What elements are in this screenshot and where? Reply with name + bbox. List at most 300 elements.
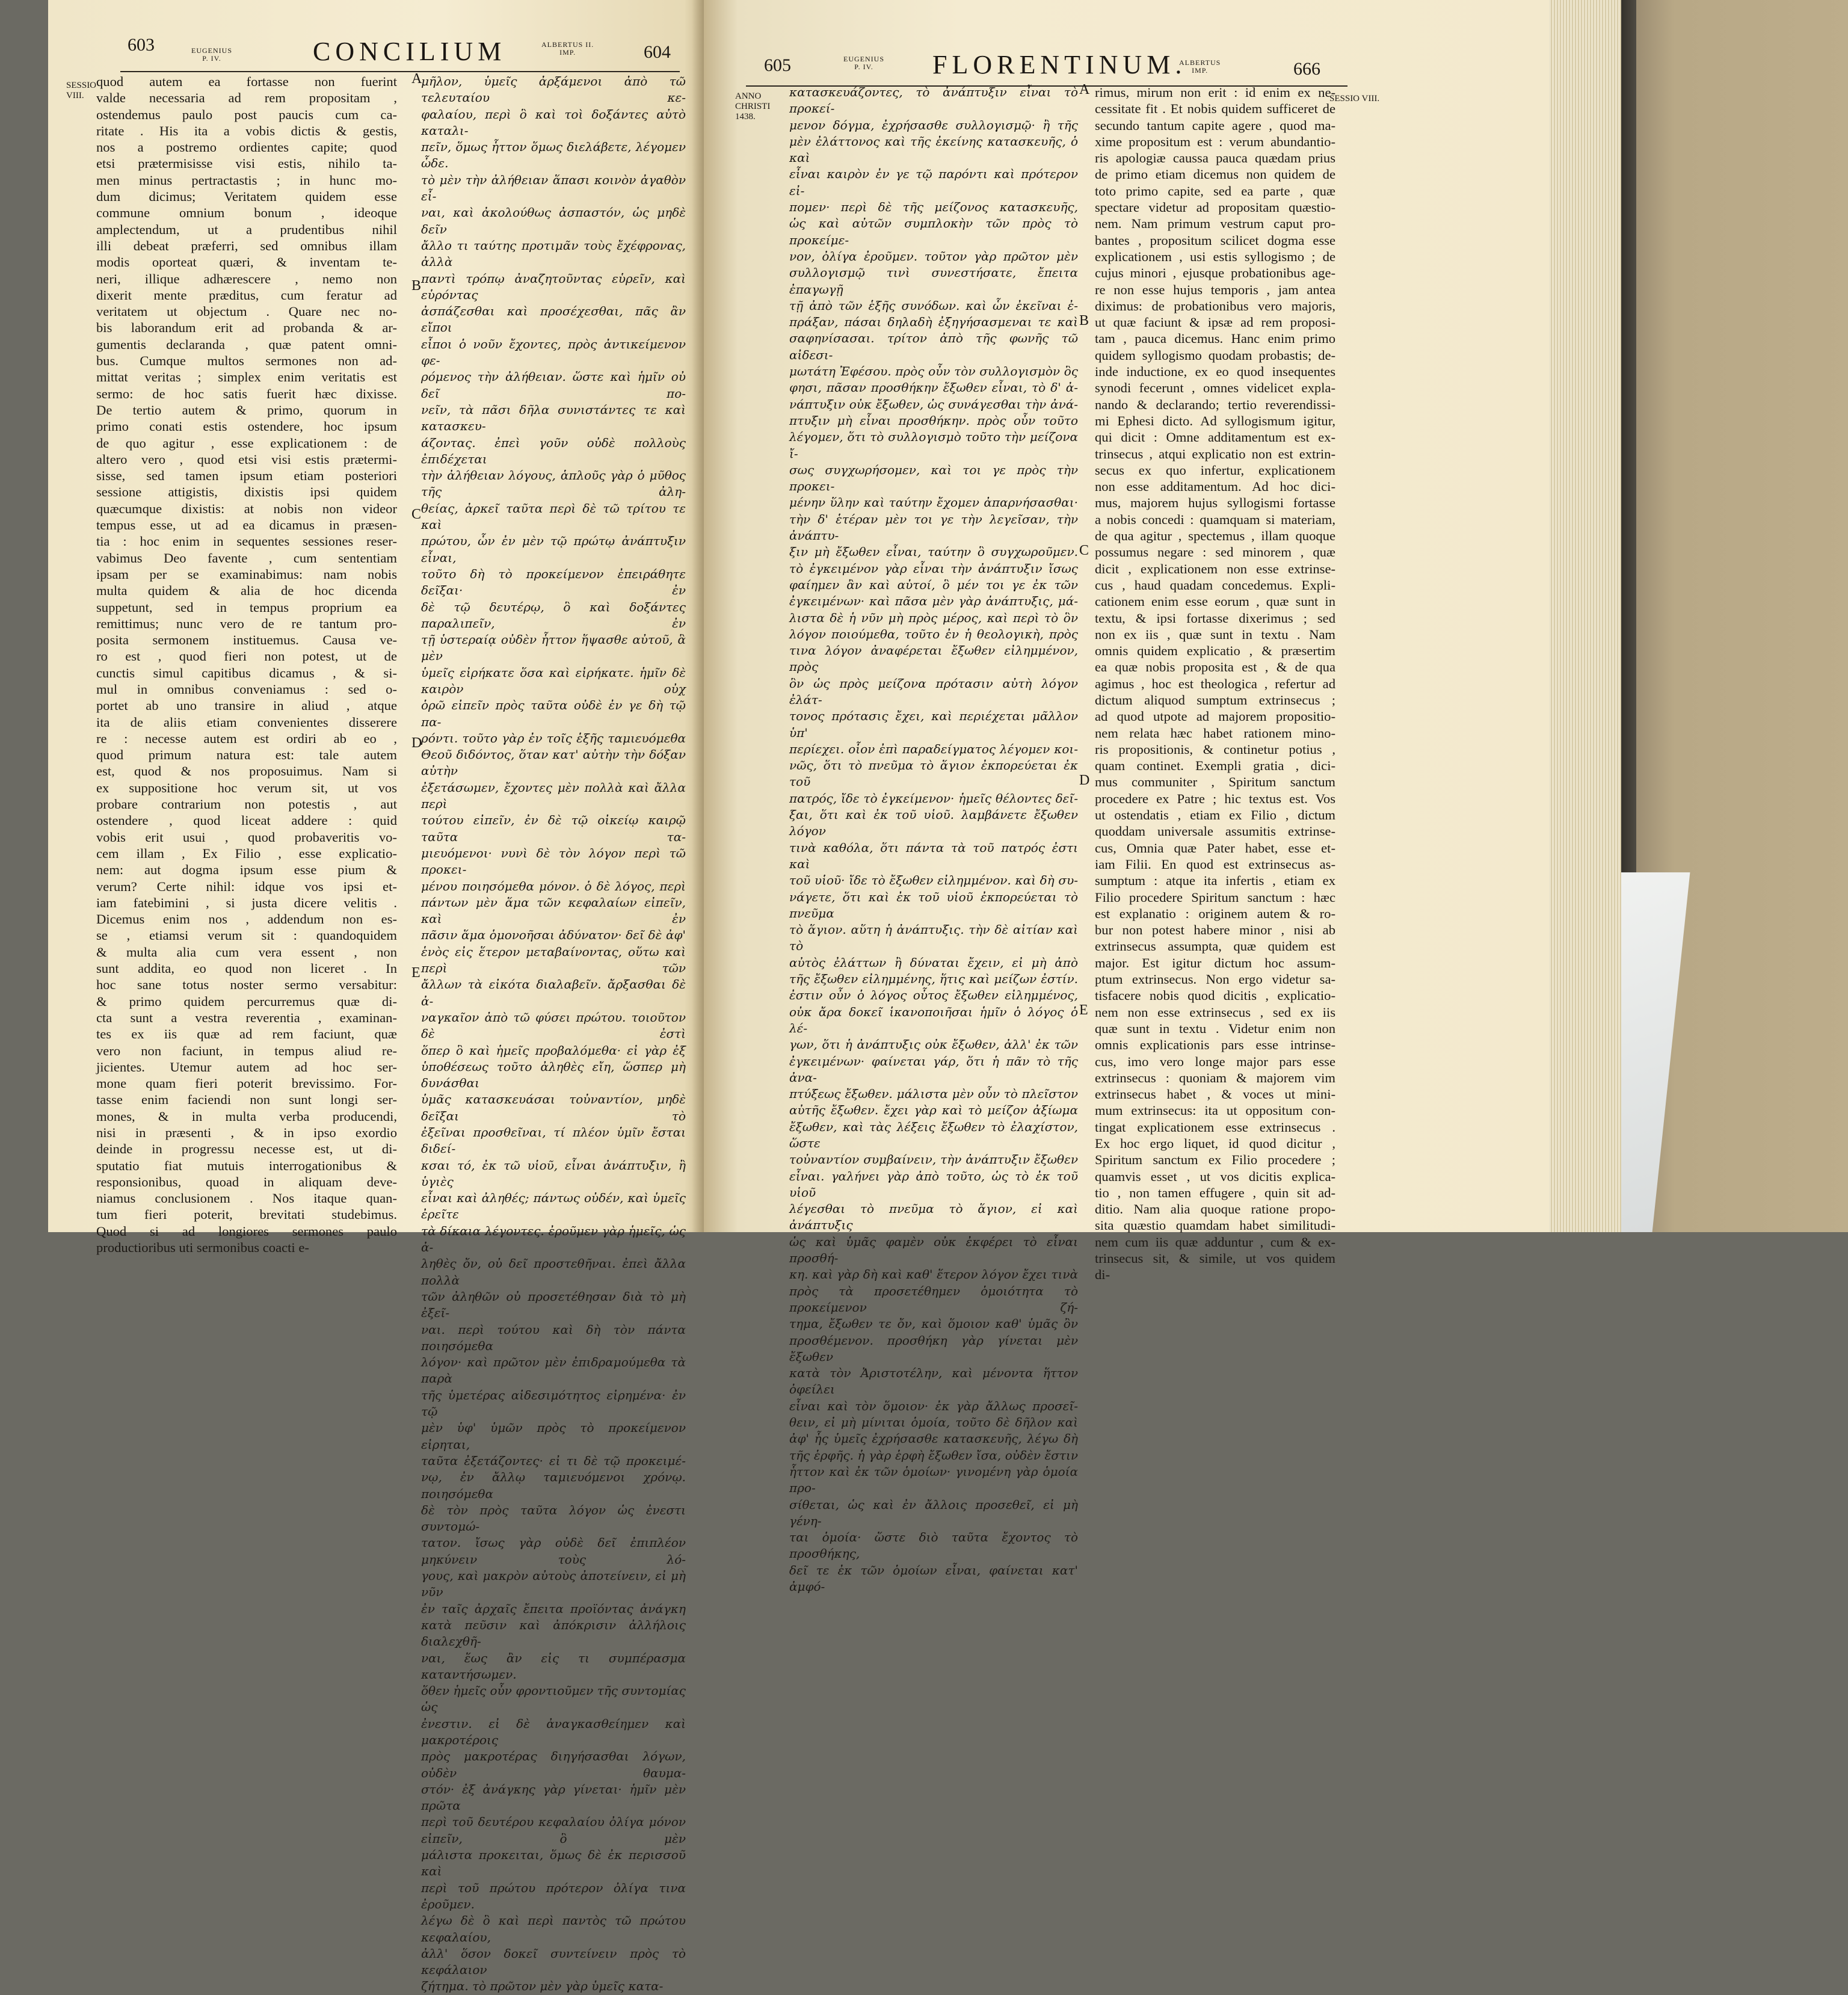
greek-line: λόγον ποιούμεθα, τοῦτο ἐν ἡ θεολογικὴ, πρὸς: [789, 626, 1078, 641]
latin-line: non esse additamentum. Ad hoc dici-: [1095, 479, 1335, 495]
right-header-pope: [843, 55, 884, 71]
latin-line: mone quam fieri poterit brevissimo. For-: [96, 1076, 397, 1091]
greek-line: ναι, καὶ ἀκολούθως ἀσπαστόν, ὡς μηδὲ δεῖν: [421, 205, 686, 236]
latin-line: ut ostendatis , etiam ex Filio , dictum: [1095, 807, 1335, 823]
greek-line: ληθὲς ὄν, οὐ δεῖ προστεθῆναι. ἐπεὶ ἄλλα πολλὰ: [421, 1256, 686, 1287]
latin-line: bus. Cumque multos sermones non ad-: [96, 353, 397, 369]
latin-line: quam continet. Exempli gratia , dici-: [1095, 758, 1335, 774]
latin-line: quidem syllogismo quodam probastis; de-: [1095, 347, 1335, 363]
greek-line: τὴν δ' ἑτέραν μὲν τοι γε τὴν λεγεῖσαν, τὴν ἀνάπτυ-: [789, 511, 1078, 543]
latin-line: tam , pauca dicemus. Hanc enim primo: [1095, 331, 1335, 347]
latin-line: mones, & in multa verba producendi,: [96, 1108, 397, 1124]
latin-line: multa quidem & alia de hoc dicenda: [96, 583, 397, 599]
latin-line: quæ sunt in textu . Videtur enim non: [1095, 1020, 1335, 1036]
latin-line: dum dicimus; Veritatem quidem esse: [96, 189, 397, 205]
latin-line: omnis explicationis pars esse intrinse-: [1095, 1037, 1335, 1053]
latin-line: xime propositum est : verum abundantio-: [1095, 134, 1335, 149]
latin-line: Filio procedere Spiritum sanctum : hæc: [1095, 889, 1335, 905]
left-page-number-603: 603: [128, 35, 155, 55]
latin-line: nos a postremo ordientes capite; quod: [96, 140, 397, 155]
greek-line: φησι, πᾶσαν προσθήκην ἔξωθεν εἶναι, τὸ δ' ἀ-: [789, 380, 1078, 395]
latin-line: dixerit mente præditus, cum feratur ad: [96, 287, 397, 303]
emperor-sub-right: IMP.: [1192, 66, 1209, 75]
latin-line: ro est , quod fieri non potest, ut de: [96, 649, 397, 664]
greek-line: τημα, ἔξωθεν τε ὄν, καὶ ὅμοιον καθ' ὑμᾶς ὂν: [789, 1316, 1078, 1331]
greek-line: τῇ ἀπὸ τῶν ἑξῆς συνόδων. καὶ ὧν ἐκεῖναι ἐ-: [789, 298, 1078, 313]
greek-line: τὴν ἀλήθειαν λόγους, ἁπλοῦς γὰρ ὁ μῦθος τῆς ἀλη-: [421, 468, 686, 499]
latin-line: productioribus uti sermonibus coacti e-: [96, 1240, 309, 1256]
latin-line: cus , haud quadam concedemus. Expli-: [1095, 577, 1335, 593]
latin-line: cta sunt a vestra reverentia , examinan-: [96, 1010, 397, 1025]
latin-line: Spiritum sanctum ex Filio procedere ;: [1095, 1152, 1335, 1168]
greek-line: τινα λόγον ἀναφέρεται ἔξωθεν εἰλημμένον, πρὸς: [789, 643, 1078, 674]
latin-line: ad quod utpote ad majorem propositio-: [1095, 709, 1335, 724]
latin-line: vero non faciunt, in tempus aliud re-: [96, 1043, 397, 1058]
greek-line: λέγω δὲ ὃ καὶ περὶ παντὸς τῶ πρώτου κεφαλαίου,: [421, 1913, 686, 1944]
latin-line: amplectendum, ut a prudentibus nihil: [96, 221, 397, 237]
section-letter-b: B: [411, 278, 422, 294]
greek-line: περὶ τοῦ πρώτου πρότερον ὀλίγα τινα ἐροῦμεν.: [421, 1880, 686, 1911]
latin-line: synodi fecerunt , omnes videlicet expla-: [1095, 380, 1335, 396]
greek-column-right: [789, 84, 1078, 1594]
greek-line: μῆλον, ὑμεῖς ἀρξάμενοι ἀπὸ τῶ τελευταίου κε-: [421, 74, 686, 105]
greek-line: ρόντι. τοῦτο γὰρ ἐν τοῖς ἑξῆς ταμιευόμεθα: [421, 730, 686, 745]
greek-line: μενον δόγμα, ἐχρήσασθε συλλογισμῷ· ἢ τῆς: [789, 117, 1078, 132]
latin-line: commune omnium bonum , ideoque: [96, 205, 397, 221]
greek-line: τῆς ὑμετέρας αἰδεσιμότητος εἰρημένα· ἐν τῷ: [421, 1387, 686, 1419]
latin-line: quod autem ea fortasse non fuerint: [96, 74, 397, 89]
greek-line: εἶναι καὶ ἀληθές; πάντως οὐδέν, καὶ ὑμεῖς ἐρεῖτε: [421, 1191, 686, 1222]
latin-line: posita sermonem instituemus. Causa ve-: [96, 632, 397, 648]
greek-line: δεῖ τε ἐκ τῶν ὁμοίων εἶναι, φαίνεται κατ' ἀμφό-: [789, 1562, 1078, 1594]
greek-line: στόν· ἐξ ἀνάγκης γὰρ γίνεται· ἡμῖν μὲν πρῶτα: [421, 1781, 686, 1813]
latin-line: nem relata hæc habet rationem mino-: [1095, 725, 1335, 741]
greek-line: δὲ τὸν πρὸς ταῦτα λόγον ὡς ἐνεστι συντομώ-: [421, 1502, 686, 1534]
latin-line: possumus negare : sed minorem , quæ: [1095, 544, 1335, 560]
left-page-number-604: 604: [644, 42, 671, 62]
greek-line: άζοντας. ἐπεὶ γοῦν οὐδὲ πολλοὺς ἐπιδέχεται: [421, 435, 686, 466]
latin-line: mul in omnibus conveniamus : sed o-: [96, 681, 397, 697]
latin-line: extrinsecus habet , & voces ut mini-: [1095, 1087, 1335, 1102]
latin-line: trinsecus , atqui explicatio non est extrin-: [1095, 446, 1335, 461]
greek-line: τὸ μὲν τὴν ἀλήθειαν ἅπασι κοινὸν ἀγαθὸν εἶ-: [421, 172, 686, 204]
latin-line: nisi in præsenti , & in ipso exordio: [96, 1125, 397, 1140]
greek-line: περίεχει. οἷον ἐπὶ παραδείγματος λέγομεν κοι-: [789, 741, 1078, 756]
latin-line: trinsecus sit, & simile, ut vos quidem: [1095, 1251, 1335, 1266]
greek-line: λέγομεν, ὅτι τὸ συλλογισμὸ τοῦτο τὴν μείζονα ἴ-: [789, 430, 1078, 461]
greek-line: νῶς, ὅτι τὸ πνεῦμα τὸ ἅγιον ἐκπορεύεται ἐκ τοῦ: [789, 758, 1078, 789]
latin-line: rimus, mirum non erit : id enim ex ne-: [1095, 85, 1335, 100]
greek-line: ταῦτα ἐξετάζοντες· εἰ τι δὲ τῷ προκειμέ-: [421, 1453, 686, 1468]
greek-line: μωτάτη Ἐφέσου. πρὸς οὖν τὸν συλλογισμὸν ὃς: [789, 364, 1078, 379]
greek-line: τονος πρότασις ἔχει, καὶ περιέχεται μᾶλλον ὑπ': [789, 709, 1078, 740]
greek-line: ὑμεῖς εἰρήκατε ὅσα καὶ εἰρήκατε. ἡμῖν δὲ καιρὸν οὐχ: [421, 665, 686, 696]
greek-line: κατασκευάζοντες, τὸ ἀνάπτυξιν εἶναι τὸ προκεί-: [789, 85, 1078, 116]
latin-line: spectare videtur ad propositam quæstio-: [1095, 200, 1335, 215]
latin-line: de quo agitur , esse explicationem : de: [96, 435, 397, 451]
section-letter-e: E: [411, 965, 420, 981]
emperor-name: ALBERTUS II.: [541, 40, 594, 49]
latin-line: primo conati estis ostendere, hoc ipsum: [96, 419, 397, 434]
latin-line: qui dicit : Omne additamentum est ex-: [1095, 430, 1335, 445]
header-rule: [120, 71, 680, 72]
latin-line: & multa alia cum vera essent , non: [96, 944, 397, 960]
greek-line: τοὐναντίον συμβαίνειν, τὴν ἀνάπτυξιν ἔξωθεν: [789, 1152, 1078, 1167]
greek-line: τοῦτο δὴ τὸ προκείμενον ἐπειράθητε δεῖξαι· ἐν: [421, 566, 686, 598]
section-letter-d-right: D: [1079, 772, 1090, 788]
latin-line: ritate . His ita a vobis dictis & gestis,: [96, 123, 397, 138]
pope-sub-right: P. IV.: [854, 63, 873, 71]
latin-line: re : necesse autem est ordiri ab eo ,: [96, 730, 397, 746]
greek-line: ἔξωθεν, καὶ τὰς λέξεις ἔξωθεν τὸ ἐλαχίστον, ὥστε: [789, 1119, 1078, 1150]
left-header-emperor: [541, 41, 594, 57]
latin-line: modis oporteat quæri, & inventam te-: [96, 254, 397, 270]
greek-line: γων, ὅτι ἡ ἀνάπτυξις οὐκ ἔξωθεν, ἀλλ' ἐκ τῶν: [789, 1037, 1078, 1052]
latin-line: de qua agitur , spectemus , illam quoque: [1095, 528, 1335, 544]
latin-line: cationem enim esse eorum , quæ sunt in: [1095, 594, 1335, 609]
latin-line: omnis quidem explicatio , & præsertim: [1095, 643, 1335, 659]
greek-line: ἑνὸς εἰς ἕτερον μεταβαίνοντας, οὕτω καὶ περὶ τῶν: [421, 944, 686, 976]
greek-line: τὸ ἐγκειμένον γὰρ εἶναι τὴν ἀνάπτυξιν ἴσως: [789, 561, 1078, 576]
greek-line: νάγετε, ὅτι καὶ ἐκ τοῦ υἱοῦ ἐκπορεύεται τὸ πνεῦμα: [789, 889, 1078, 920]
latin-line: ex suppositione hoc verum sit, ut vos: [96, 780, 397, 795]
page-edges: [1549, 0, 1621, 1232]
running-title-florentinum: FLORENTINUM.: [932, 50, 1187, 79]
latin-line: explicationem , usi estis syllogismo ; de: [1095, 248, 1335, 264]
greek-line: ἐνεστιν. εἰ δὲ ἀναγκασθείημεν καὶ μακροτέροις: [421, 1716, 686, 1747]
greek-line: τὸ ἅγιον. αὕτη ἡ ἀνάπτυξις. τὴν δὲ αἰτίαν καὶ τὸ: [789, 922, 1078, 954]
right-page-number-605: 605: [764, 55, 791, 75]
emperor-name-right: ALBERTUS: [1179, 58, 1221, 67]
greek-line: γους, καὶ μακρὸν αὐτοὺς ἀποτείνειν, εἰ μὴ νῦν: [421, 1568, 686, 1600]
latin-line: re non esse hujus temporis , jam antea: [1095, 282, 1335, 297]
latin-line: mittat veritas ; simplex enim veritatis est: [96, 369, 397, 385]
latin-column-right: [1095, 84, 1335, 1283]
greek-line: πάντων μὲν ἅμα τῶν κεφαλαίων εἰπεῖν, καὶ ἐν: [421, 895, 686, 927]
greek-line: ὑμᾶς κατασκευάσαι τοὐναντίον, μηδὲ δεῖξαι τὸ: [421, 1092, 686, 1123]
greek-line: ὡς καὶ ὑμᾶς φαμὲν οὐκ ἐκφέρει τὸ εἶναι προσθή-: [789, 1234, 1078, 1266]
greek-line: εἶποι ὁ νοῦν ἔχοντες, πρὸς ἀντικείμενον φε-: [421, 336, 686, 368]
latin-line: ea quæ nobis proposita est , & de qua: [1095, 659, 1335, 675]
greek-line: ὅθεν ἡμεῖς οὖν φροντιοῦμεν τῆς συντομίας ὡς: [421, 1683, 686, 1715]
latin-line: portet ab uno transire in aliud , atque: [96, 698, 397, 714]
latin-line: se , etiamsi verum sit : quandoquidem: [96, 928, 397, 943]
latin-line: ditio. Nam alia quoque ratione propo-: [1095, 1201, 1335, 1217]
greek-line: Θεοῦ διδόντος, ὅταν κατ' αὐτὴν τὴν δόξαν αὐτὴν: [421, 747, 686, 779]
latin-line: mi Ephesi dicto. Ad syllogismum igitur,: [1095, 413, 1335, 428]
latin-line: extrinsecus assumpta, quæ quidem est: [1095, 939, 1335, 954]
section-letter-e-right: E: [1079, 1002, 1088, 1018]
greek-line: ὃν ὡς πρὸς μείζονα πρότασιν αὐτὴ λόγον ἐλάτ-: [789, 676, 1078, 707]
greek-line: ρόμενος τὴν ἀλήθειαν. ὥστε καὶ ἡμῖν οὐ δεῖ πο-: [421, 369, 686, 401]
margin-session-viii: SESSIO VIII.: [66, 81, 97, 100]
latin-line: sputatio fiat mutuis interrogationibus &: [96, 1158, 397, 1173]
latin-line: mum extrinsecus: ita ut oppositum con-: [1095, 1103, 1335, 1118]
greek-line: πτυξιν μὴ εἶναι προσθήκην. πρὸς οὖν τοῦτο: [789, 413, 1078, 428]
latin-line: sessione attigistis, dixistis ipsi quidem: [96, 484, 397, 500]
latin-line: altero vero , quod etsi visi estis prætermi-: [96, 451, 397, 467]
right-page-number-666: 666: [1293, 59, 1320, 79]
latin-line: nem non esse extrinsecus , sed ex iis: [1095, 1004, 1335, 1020]
greek-line: κατὰ τὸν Ἀριστοτέλην, καὶ μένοντα ἥττον ὀφείλει: [789, 1366, 1078, 1397]
latin-line: sumptum : atque ita infertis , etiam ex: [1095, 873, 1335, 889]
greek-line: ἐν ταῖς ἀρχαῖς ἔπειτα προϊόντας ἀνάγκη: [421, 1601, 686, 1616]
latin-line: neri, illique adhærescere , nemo non: [96, 271, 397, 286]
greek-line: λιστα δὲ ἡ νῦν μὴ πρὸς μέρος, καὶ περὶ τὸ ὃν: [789, 610, 1078, 625]
latin-line: cunctis simul capitibus dicamus , & si-: [96, 665, 397, 680]
greek-line: πεῖν, ὅμως ἧττον ὅμως διελάβετε, λέγομεν ὧδε.: [421, 140, 686, 171]
left-header-pope: [191, 47, 232, 63]
greek-line: ἐξεῖναι προσθεῖναι, τί πλέον ὑμῖν ἔσται διδεί-: [421, 1125, 686, 1156]
greek-line: μένην ὕλην καὶ ταύτην ἔχομεν ἀπαρνήσασθαι·: [789, 495, 1078, 510]
latin-line: valde necessaria ad rem propositam ,: [96, 90, 397, 106]
latin-line: secundo tantum capite agere , quod ma-: [1095, 117, 1335, 133]
latin-line: & primo quidem percurremus quæ di-: [96, 993, 397, 1009]
latin-line: tisfacere nobis quod dicitis , explicatio-: [1095, 988, 1335, 1004]
pope-name-right: EUGENIUS: [843, 55, 884, 63]
greek-line: πομεν· περὶ δὲ τῆς μείζονος κατασκευῆς,: [789, 200, 1078, 215]
latin-line: cus, imo vero longe major pars esse: [1095, 1053, 1335, 1069]
latin-line: Ex hoc ergo liquet, id quod dicitur ,: [1095, 1136, 1335, 1151]
section-letter-a: A: [411, 71, 422, 87]
latin-line: ris propositionis, & continetur potius ,: [1095, 741, 1335, 757]
greek-line: αὐτὸς ἐλάττων ἢ δύναται ἔχειν, εἰ μὴ ἀπὸ: [789, 955, 1078, 970]
latin-line: est explanatio : originem autem & ro-: [1095, 905, 1335, 921]
greek-line: ἀλλ' ὅσον δοκεῖ συντείνειν πρὸς τὸ κεφάλαιον: [421, 1946, 686, 1978]
latin-line: illi debeat præferri, sed omnibus illam: [96, 238, 397, 253]
greek-line: ται ὁμοία· ὥστε διὸ ταῦτα ἔχοντος τὸ προσθήκης,: [789, 1530, 1078, 1561]
greek-line: ναι, ἕως ἂν εἰς τι συμπέρασμα καταντήσωμεν.: [421, 1650, 686, 1682]
latin-line: ostendemus paulo post paucis cum ca-: [96, 106, 397, 122]
latin-line: major. Est igitur dictum hoc assum-: [1095, 955, 1335, 970]
section-letter-a-right: A: [1079, 82, 1090, 97]
greek-line: μὲν ἐλάττονος καὶ τῆς ἐκείνης κατασκευῆς, ὁ καὶ: [789, 134, 1078, 165]
latin-line: ptum extrinsecus. Non ergo videtur sa-: [1095, 972, 1335, 987]
greek-line: οὐκ ἄρα δοκεῖ ἱκανοποιῆσαι ἡμῖν ὁ λόγος ὁ λέ-: [789, 1004, 1078, 1035]
greek-line: τοῦ υἱοῦ· ἴδε τὸ ἔξωθεν εἰλημμένον. καὶ δὴ συ-: [789, 873, 1078, 888]
greek-line: κη. καὶ γὰρ δὴ καὶ καθ' ἕτερον λόγον ἔχει τινὰ: [789, 1267, 1078, 1282]
latin-line: etsi prætermisisse visi estis, nihilo ta-: [96, 156, 397, 171]
latin-line: di-: [1095, 1267, 1110, 1283]
latin-line: probare contrarium non potestis , aut: [96, 797, 397, 812]
greek-line: τὰ δίκαια λέγοντες. ἐροῦμεν γὰρ ἡμεῖς, ὡς ἀ-: [421, 1223, 686, 1255]
latin-line: cus, Omnia quæ Pater habet, esse et-: [1095, 840, 1335, 856]
greek-line: ἐγκειμένων· καὶ πᾶσα μὲν γὰρ ἀνάπτυξις, μά-: [789, 594, 1078, 609]
right-page: [704, 0, 1558, 1594]
latin-line: jicientes. Utemur autem ad hoc ser-: [96, 1059, 397, 1075]
greek-line: ξιν μὴ ἔξωθεν εἶναι, ταύτην ὃ συγχωροῦμεν.: [789, 544, 1078, 560]
greek-column-left: [421, 73, 686, 1994]
greek-line: πατρός, ἴδε τὸ ἐγκείμενον· ἡμεῖς θέλοντες δεῖ-: [789, 791, 1078, 806]
greek-line: κατὰ πεῦσιν καὶ ἀπόκρισιν ἀλλήλοις διαλεχθῆ-: [421, 1617, 686, 1649]
greek-line: ἀφ' ἧς ὑμεῖς ἐχρήσασθε κατασκευῆς, λέγω δὴ: [789, 1431, 1078, 1446]
latin-line: quod primum natura est: tale autem: [96, 747, 397, 763]
greek-line: νάπτυξιν οὐκ ἔξωθεν, ὡς συνάγεσθαι τὴν ἀνά-: [789, 396, 1078, 412]
greek-line: σως συγχωρήσομεν, καὶ τοι γε πρὸς τὴν προκει-: [789, 462, 1078, 494]
greek-line: ναγκαῖον ἀπὸ τῶ φύσει πρώτου. τοιοῦτον δὲ ἐστὶ: [421, 1010, 686, 1041]
latin-line: tes ex iis quæ ad rem faciunt, quæ: [96, 1026, 397, 1042]
greek-line: τούτου εἰπεῖν, ἐν δὲ τῷ οἰκείῳ καιρῷ ταῦτα τα-: [421, 813, 686, 844]
emperor-sub: IMP.: [559, 48, 576, 57]
latin-line: sermo: de hoc satis fuerit hæc dixisse.: [96, 386, 397, 401]
latin-line: remittimus; nunc vero de re tantum pro-: [96, 615, 397, 631]
latin-line: bantes , propositum scilicet dogma esse: [1095, 232, 1335, 248]
greek-line: τῆς ἔξωθεν εἰλημμένης, ἥτις καὶ μείζων ἐστίν.: [789, 972, 1078, 987]
latin-line: tum fieri poterit, brevitati studebimus.: [96, 1207, 397, 1223]
greek-line: ὑποθέσεως τοῦτο ἀληθὲς εἴη, ὥσπερ μὴ δυνάσθαι: [421, 1059, 686, 1091]
latin-line: vobis erit usui , quod probaveritis vo-: [96, 829, 397, 845]
latin-line: verum? Certe nihil: idque vos ipsi et-: [96, 878, 397, 894]
latin-line: hoc sane totus noster sermo versabitur:: [96, 977, 397, 993]
greek-line: μὲν ὑφ' ὑμῶν πρὸς τὸ προκείμενον εἰρηται,: [421, 1420, 686, 1452]
latin-line: inde inductione, ex eo quod insequentes: [1095, 364, 1335, 380]
greek-line: μένου ποιησόμεθα μόνον. ὁ δὲ λόγος, περὶ: [421, 878, 686, 893]
section-letter-c-right: C: [1079, 543, 1089, 558]
greek-line: ζήτημα. τὸ πρῶτον μὲν γὰρ ὑμεῖς κατα-: [421, 1979, 664, 1994]
greek-line: φαλαίου, περὶ ὃ καὶ τοὶ δοξάντες αὐτὸ καταλι-: [421, 106, 686, 138]
latin-line: toto primo capite, sed ea parte , quæ: [1095, 183, 1335, 199]
margin-session-right: SESSIO VIII.: [1329, 94, 1380, 103]
latin-line: ostendere , quod liceat addere : quid: [96, 813, 397, 828]
greek-line: προσθέμενον. προσθήκη γὰρ γίνεται μὲν ἔξωθεν: [789, 1333, 1078, 1364]
latin-line: tingat explicationem esse extrinsecus .: [1095, 1119, 1335, 1135]
latin-line: textu, & ipsi fortasse dixerimus ; sed: [1095, 610, 1335, 626]
section-letter-d: D: [411, 735, 422, 751]
greek-line: ἧττον καὶ ἐκ τῶν ὁμοίων· γινομένη γὰρ ὁμοία προ-: [789, 1464, 1078, 1496]
latin-line: quamvis esset , ut vos dicitis explica-: [1095, 1168, 1335, 1184]
greek-line: πρώτου, ὧν ἐν μὲν τῷ πρώτῳ ἀνάπτυξιν εἶναι,: [421, 534, 686, 565]
greek-line: ἄλλων τὰ εἰκότα διαλαβεῖν. ἄρξασθαι δὲ ἀ-: [421, 977, 686, 1008]
latin-line: sisse, sed tamen ipsum etiam posteriori: [96, 468, 397, 484]
latin-line: cessitate fit . Et nobis quidem sufficeret de: [1095, 101, 1335, 117]
latin-line: deinde in progressu necesse est, ut di-: [96, 1141, 397, 1157]
greek-line: παντὶ τρόπῳ ἀναζητοῦντας εὑρεῖν, καὶ εὑρόντας: [421, 271, 686, 302]
latin-line: quæcumque dixistis: at nobis non videor: [96, 501, 397, 516]
greek-line: λόγον· καὶ πρῶτον μὲν ἐπιδραμούμεθα τὰ παρὰ: [421, 1355, 686, 1386]
greek-line: πρὸς τὰ προσετέθημεν ὁμοιότητα τὸ προκείμενον ζή-: [789, 1283, 1078, 1315]
running-title-concilium: CONCILIUM: [313, 37, 507, 66]
greek-line: νεῖν, τὰ πᾶσι δῆλα συνιστάντες τε καὶ κατασκευ-: [421, 402, 686, 434]
latin-line: iam Filii. En quod est extrinsecus as-: [1095, 856, 1335, 872]
greek-line: τῶν ἀληθῶν οὐ προσετέθησαν διὰ τὸ μὴ ἐξεῖ-: [421, 1289, 686, 1321]
greek-line: φαίημεν ἂν καὶ αὐτοί, ὃ μέν τοι γε ἐκ τῶν: [789, 577, 1078, 592]
greek-line: ὡς καὶ αὐτῶν συμπλοκὴν τῶν πρὸς τὸ προκείμε-: [789, 216, 1078, 247]
latin-line: cujus minori , ejusque probationibus age-: [1095, 265, 1335, 281]
greek-line: τῇ ὑστεραίᾳ οὐδὲν ἧττον ἥψασθε αὐτοῦ, ἃ μὲν: [421, 632, 686, 664]
latin-line: ipsam per se examinabimus: nam nobis: [96, 566, 397, 582]
pope-name: EUGENIUS: [191, 46, 232, 55]
greek-line: εἶναι καιρὸν ἐν γε τῷ παρόντι καὶ πρότερον εἰ-: [789, 167, 1078, 198]
latin-line: secus ex quo infertur, explicationem: [1095, 462, 1335, 478]
latin-line: ut quæ faciunt & ipsæ ad rem proposi-: [1095, 315, 1335, 330]
greek-line: εἶναι. γαλήνει γὰρ ἀπὸ τοῦτο, ὡς τὸ ἐκ τοῦ υἱοῦ: [789, 1168, 1078, 1200]
greek-line: τινὰ καθόλα, ὅτι πάντα τὰ τοῦ πατρός ἐστι καὶ: [789, 840, 1078, 871]
latin-line: nem. Nam primum vestrum caput pro-: [1095, 216, 1335, 232]
greek-line: ὅπερ ὃ καὶ ἡμεῖς προβαλόμεθα· εἰ γὰρ ἐξ: [421, 1043, 686, 1058]
greek-line: ἐξετάσωμεν, ἔχοντες μὲν πολλὰ καὶ ἄλλα περὶ: [421, 780, 686, 812]
latin-line: nando & declarando; tertio reverendissi-: [1095, 396, 1335, 412]
greek-line: τατον. ἴσως γὰρ οὐδὲ δεῖ ἐπιπλέον μηκύνειν τοὺς λό-: [421, 1535, 686, 1567]
latin-line: tasse enim faciendi non sunt longi ser-: [96, 1092, 397, 1108]
right-header-emperor: [1179, 59, 1221, 75]
latin-line: procedere ex Patre ; hic textus est. Vos: [1095, 791, 1335, 806]
latin-line: bis laborandum erit ad probanda & ar-: [96, 320, 397, 336]
greek-line: ναι. περὶ τούτου καὶ δὴ τὸν πάντα ποιησόμεθα: [421, 1322, 686, 1353]
latin-line: mus communiter , Spiritum sanctum: [1095, 774, 1335, 790]
greek-line: εἶναι καὶ τὸν ὅμοιον· ἐκ γὰρ ἄλλως προσεῖ-: [789, 1398, 1078, 1413]
latin-line: nem: aut dogma ipsum esse pium &: [96, 862, 397, 878]
greek-line: ἀσπάζεσθαι καὶ προσέχεσθαι, πᾶς ἂν εἴποι: [421, 304, 686, 335]
latin-line: non ex iis , quæ sunt in textu . Nam: [1095, 626, 1335, 642]
greek-line: ἐγκειμένων· φαίνεται γάρ, ὅτι ἡ πᾶν τὸ τῆς ἀνα-: [789, 1053, 1078, 1085]
greek-line: ξαι, ὅτι καὶ ἐκ τοῦ υἱοῦ. λαμβάνετε ἔξωθεν λόγον: [789, 807, 1078, 839]
latin-line: Dicemus enim nos , addendum non es-: [96, 911, 397, 927]
left-page: [48, 0, 704, 1994]
latin-line: niamus conclusionem . Nos itaque quan-: [96, 1191, 397, 1206]
greek-line: δὲ τῷ δευτέρῳ, ὃ καὶ δοξάντες παραλιπεῖν, ἐν: [421, 599, 686, 631]
greek-line: σαφηνίσασαι. τρίτον ἀπὸ τῆς φωνῆς τῶ αἰδεσι-: [789, 331, 1078, 362]
greek-line: νῳ, ἐν ἄλλῳ ταμιευόμενοι χρόνῳ. ποιησόμεθα: [421, 1470, 686, 1501]
greek-line: κσαι τό, ἐκ τῶ υἱοῦ, εἶναι ἀνάπτυξιν, ἢ ὑγιὲς: [421, 1158, 686, 1189]
section-letter-b-right: B: [1079, 313, 1089, 328]
latin-line: suppetunt, sed in tempus proprium ea: [96, 599, 397, 615]
latin-line: gumentis declaranda , quæ patent omni-: [96, 336, 397, 352]
greek-line: πᾶσιν ἅμα ὁμονοῆσαι ἀδύνατον· δεῖ δὲ ἀφ': [421, 928, 686, 943]
latin-line: extrinsecus : quoniam & majorem vim: [1095, 1070, 1335, 1085]
latin-line: diximus: de probationibus vero majoris,: [1095, 298, 1335, 313]
latin-line: veritatem ut objectum . Quare nec no-: [96, 304, 397, 319]
greek-line: τῆς ἑρφῆς. ἡ γὰρ ἑρφὴ ἔξωθεν ἴσα, οὐδὲν ἔστιν: [789, 1448, 1078, 1463]
latin-line: agimus , hoc est theologica , refertur ad: [1095, 676, 1335, 691]
greek-line: νον, ὀλίγα ἐροῦμεν. τοῦτον γὰρ πρῶτον μὲν: [789, 248, 1078, 264]
latin-line: vabimus Deo favente , cum sententiam: [96, 550, 397, 566]
latin-line: tempus esse, ut ad ea dicamus in præsen-: [96, 517, 397, 533]
greek-line: μάλιστα προκειται, ὅμως δὲ ἐκ περισσοῦ καὶ: [421, 1848, 686, 1879]
latin-line: de primo etiam dicemus non quidem de: [1095, 167, 1335, 182]
latin-line: iam fatebimini , si justa dicere velitis .: [96, 895, 397, 910]
latin-column-left: [96, 73, 397, 1256]
greek-line: λέγεσθαι τὸ πνεῦμα τὸ ἅγιον, εἰ καὶ ἀνάπτυξις: [789, 1201, 1078, 1233]
latin-line: De tertio autem & primo, quorum in: [96, 402, 397, 418]
greek-line: πράξαν, πάσαι δηλαδὴ ἐξηγήσασμεναι τε καὶ: [789, 315, 1078, 330]
latin-line: men minus pertractastis ; in hunc mo-: [96, 172, 397, 188]
latin-line: nem cum iis quæ adduntur , cum & ex-: [1095, 1234, 1335, 1250]
greek-line: ὁρῶ εἰπεῖν πρὸς ταῦτα οὐδὲ ἐν γε δὴ τῷ πα-: [421, 698, 686, 729]
latin-line: a nobis concedi : quamquam si materiam,: [1095, 511, 1335, 527]
greek-line: ἄλλο τι ταύτης προτιμᾶν τοὺς ἔχέφρονας, ἀλλὰ: [421, 238, 686, 270]
greek-line: συλλογισμῷ τινὶ συνεστήσατε, ἔπειτα ἐπαγωγῇ: [789, 265, 1078, 297]
latin-line: quoddam universale assumitis extrinse-: [1095, 824, 1335, 839]
greek-line: θείας, ἀρκεῖ ταῦτα περὶ δὲ τῶ τρίτου τε καὶ: [421, 501, 686, 532]
latin-line: sunt addita, eo quod non liceret . In: [96, 961, 397, 976]
latin-line: dicit , explicationem non esse extrinse-: [1095, 561, 1335, 576]
greek-line: πρὸς μακροτέρας διηγήσασθαι λόγων, οὐδὲν θαυμα-: [421, 1749, 686, 1780]
greek-line: αὐτῆς ἔξωθεν. ἔχει γὰρ καὶ τὸ μείζον ἀξίωμα: [789, 1103, 1078, 1118]
margin-anno-christi: ANNO CHRISTI 1438.: [735, 91, 771, 122]
greek-line: ἐστιν οὖν ὁ λόγος οὗτος ἔξωθεν εἰλημμένος,: [789, 988, 1078, 1003]
latin-line: bur non potest habere minor , nisi ab: [1095, 922, 1335, 938]
latin-line: responsionibus, quoad in aliquam deve-: [96, 1174, 397, 1189]
latin-line: Quod si ad longiores sermones paulo: [96, 1223, 397, 1239]
greek-line: θειν, εἰ μὴ μίνιται ὁμοία, τοῦτο δὲ δῆλον καὶ: [789, 1415, 1078, 1430]
latin-line: est, quod & nos proposuimus. Nam si: [96, 763, 397, 779]
latin-line: ris apologiæ caussa pauca quædam prius: [1095, 150, 1335, 166]
latin-line: tia : hoc enim in sequentes sessiones reser-: [96, 534, 397, 549]
latin-line: ita de aliis etiam convenientes disserere: [96, 714, 397, 730]
latin-line: tio , non tamen effugere , quin sit ad-: [1095, 1185, 1335, 1200]
section-letter-c: C: [411, 507, 422, 522]
pope-sub: P. IV.: [202, 54, 221, 63]
